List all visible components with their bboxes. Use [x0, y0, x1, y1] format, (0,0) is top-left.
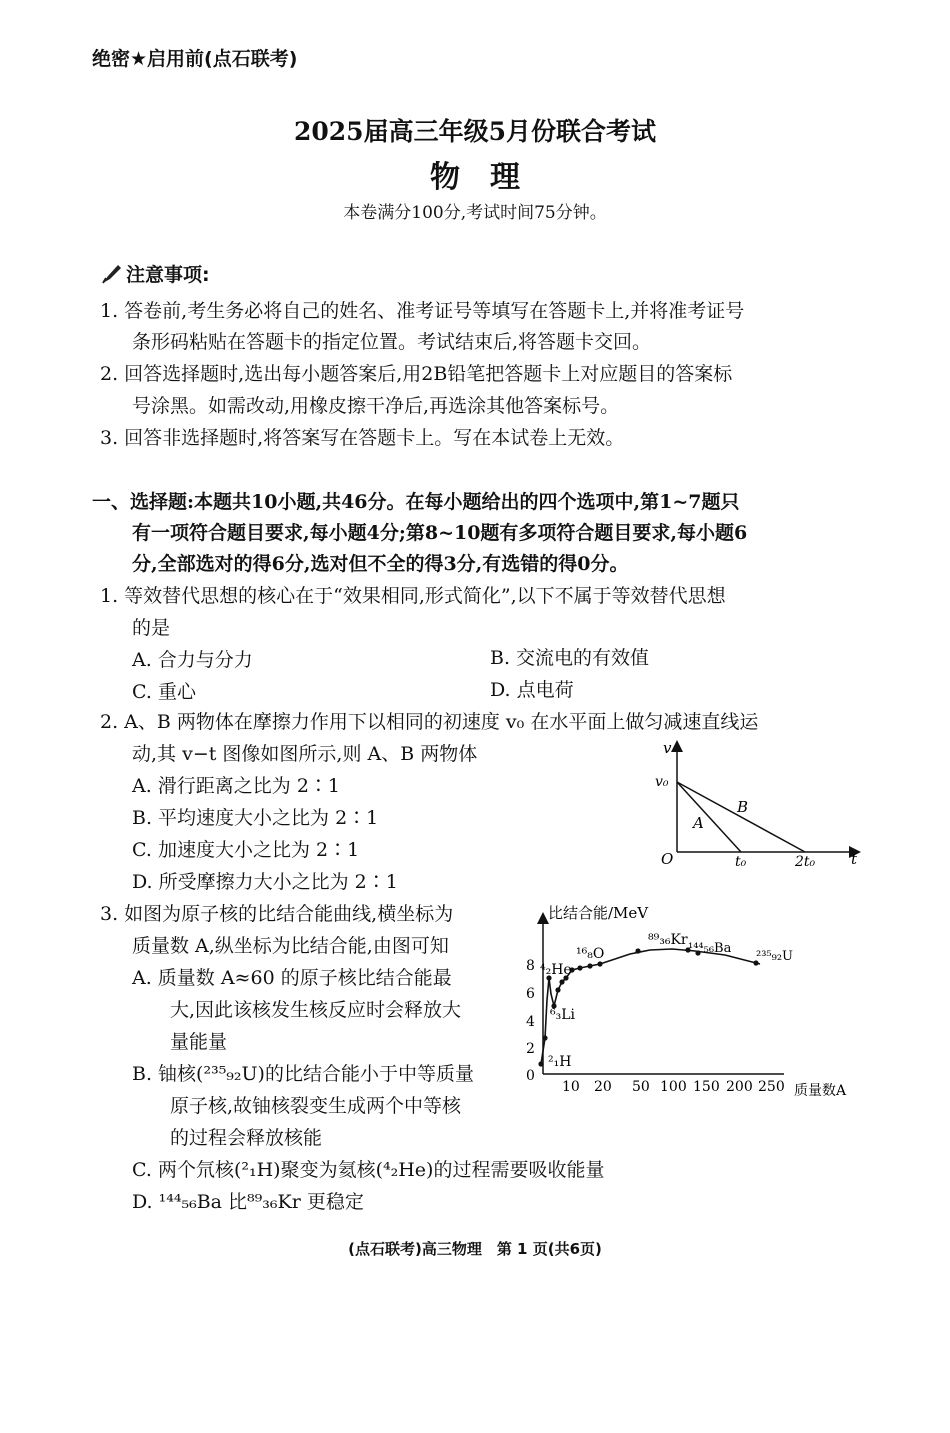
vt-a-label: A	[693, 814, 704, 832]
vt-origin-label: O	[661, 850, 674, 868]
be-kr-label: ⁸⁹₃₆Kr	[648, 932, 688, 948]
pen-icon	[100, 262, 124, 286]
be-point	[542, 1035, 547, 1040]
be-point	[577, 965, 582, 970]
q3-option-c: C. 两个氘核(²₁H)聚变为氦核(⁴₂He)的过程需要吸收能量	[132, 1159, 605, 1181]
q1-option-b: B. 交流电的有效值	[490, 647, 650, 669]
vt-b-label: B	[737, 798, 749, 816]
binding-energy-chart	[520, 898, 860, 1108]
be-x-tick: 50	[632, 1079, 650, 1095]
q2-stem: 2. A、B 两物体在摩擦力作用下以相同的初速度 v₀ 在水平面上做匀减速直线运	[100, 711, 759, 733]
be-x-tick: 20	[594, 1079, 612, 1095]
note-line: 3. 回答非选择题时,将答案写在答题卡上。写在本试卷上无效。	[100, 427, 625, 449]
note-line: 条形码粘贴在答题卡的指定位置。考试结束后,将答题卡交回。	[132, 331, 652, 353]
be-x-tick: 150	[693, 1079, 720, 1095]
score-line: 本卷满分100分,考试时间75分钟。	[343, 203, 607, 223]
be-he-label: ⁴₂He	[540, 962, 572, 978]
q1-option-c: C. 重心	[132, 681, 196, 703]
q2-option-c: C. 加速度大小之比为 2∶1	[132, 839, 360, 861]
be-title: 比结合能/MeV	[548, 904, 649, 922]
q3-option-a: A. 质量数 A≈60 的原子核比结合能最	[132, 967, 452, 989]
q1-option-d: D. 点电荷	[490, 679, 574, 701]
q3-option-b-cont: 的过程会释放核能	[170, 1127, 323, 1149]
q2-option-a: A. 滑行距离之比为 2∶1	[132, 775, 341, 797]
vt-graph	[655, 740, 865, 870]
be-x-tick: 10	[562, 1079, 580, 1095]
be-point	[587, 963, 592, 968]
section-line: 分,全部选对的得6分,选对但不全的得3分,有选错的得0分。	[132, 553, 629, 575]
be-point	[555, 987, 560, 992]
note-line: 2. 回答选择题时,选出每小题答案后,用2B铅笔把答题卡上对应题目的答案标	[100, 363, 733, 385]
be-y-tick: 0	[526, 1068, 535, 1084]
vt-2t0-label: 2t₀	[795, 854, 816, 870]
notes-heading-text: 注意事项:	[126, 264, 210, 286]
be-y-tick: 2	[526, 1041, 535, 1057]
confidential-mark: 绝密★启用前(点石联考)	[92, 48, 298, 70]
be-y-tick: 4	[526, 1014, 535, 1030]
note-line: 1. 答卷前,考生务必将自己的姓名、准考证号等填写在答题卡上,并将准考证号	[100, 300, 745, 322]
be-h-label: ²₁H	[548, 1054, 572, 1070]
q2-option-d: D. 所受摩擦力大小之比为 2∶1	[132, 871, 398, 893]
q1-stem: 1. 等效替代思想的核心在于“效果相同,形式简化”,以下不属于等效替代思想	[100, 585, 726, 607]
be-point	[538, 1061, 543, 1066]
be-x-tick: 200	[726, 1079, 753, 1095]
page-footer: (点石联考)高三物理 第 1 页(共6页)	[348, 1240, 602, 1258]
be-y-tick: 8	[526, 958, 535, 974]
be-ba-label: ¹⁴⁴₅₆Ba	[688, 941, 732, 956]
be-x-tick: 100	[660, 1079, 687, 1095]
q1-option-a: A. 合力与分力	[132, 649, 253, 671]
q3-stem: 3. 如图为原子核的比结合能曲线,横坐标为	[100, 903, 454, 925]
be-y-tick: 6	[526, 986, 535, 1002]
be-point	[635, 948, 640, 953]
vt-v0-label: v₀	[655, 774, 669, 790]
be-x-tick: 250	[758, 1079, 785, 1095]
exam-title: 2025届高三年级5月份联合考试	[294, 117, 656, 146]
note-line: 号涂黑。如需改动,用橡皮擦干净后,再选涂其他答案标号。	[132, 395, 620, 417]
subject-title: 物理	[430, 160, 550, 195]
be-x-label: 质量数A	[794, 1083, 847, 1099]
be-o-label: ¹⁶₈O	[576, 946, 605, 962]
be-point	[597, 961, 602, 966]
notes-heading	[100, 260, 210, 287]
q3-stem: 质量数 A,纵坐标为比结合能,由图可知	[132, 935, 449, 957]
q3-option-a-cont: 大,因此该核发生核反应时会释放大	[170, 999, 462, 1021]
q2-option-b: B. 平均速度大小之比为 2∶1	[132, 807, 379, 829]
q1-stem: 的是	[132, 617, 171, 639]
q2-stem: 动,其 v−t 图像如图所示,则 A、B 两物体	[132, 743, 478, 765]
be-point	[559, 979, 564, 984]
section-line: 一、选择题:本题共10小题,共46分。在每小题给出的四个选项中,第1~7题只	[92, 491, 740, 513]
vt-v-label: v	[663, 740, 672, 757]
vt-t-label: t	[851, 850, 858, 868]
section-line: 有一项符合题目要求,每小题4分;第8~10题有多项符合题目要求,每小题6	[132, 522, 748, 544]
q3-option-b: B. 铀核(²³⁵₉₂U)的比结合能小于中等质量	[132, 1063, 474, 1085]
q3-option-a-cont: 量能量	[170, 1031, 228, 1053]
be-u-label: ²³⁵₉₂U	[756, 949, 794, 964]
vt-line-a	[677, 782, 741, 852]
vt-t0-label: t₀	[735, 854, 747, 870]
q3-option-b-cont: 原子核,故铀核裂变生成两个中等核	[170, 1095, 462, 1117]
q3-option-d: D. ¹⁴⁴₅₆Ba 比⁸⁹₃₆Kr 更稳定	[132, 1191, 364, 1213]
be-li-label: ⁶₃Li	[550, 1007, 575, 1023]
